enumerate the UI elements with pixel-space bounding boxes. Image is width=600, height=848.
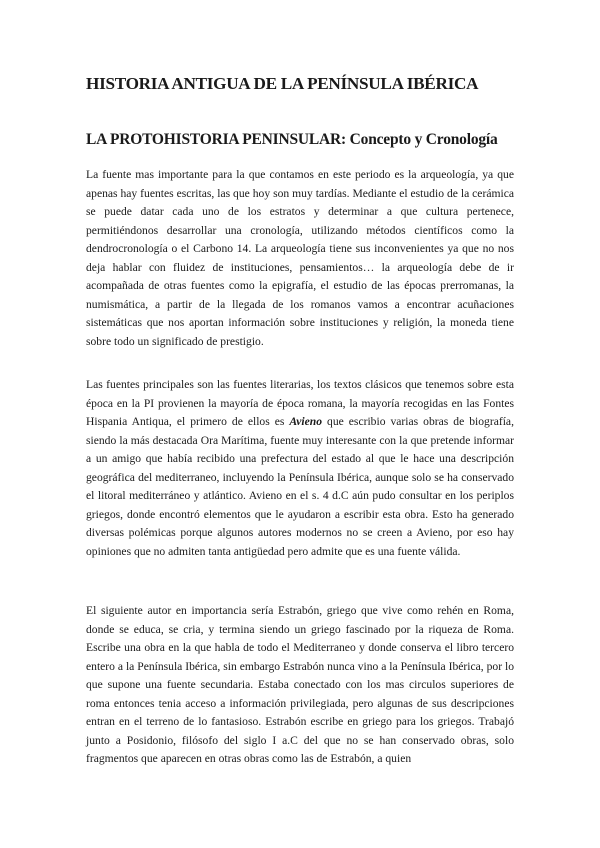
paragraph-text-after: que escribio varias obras de biografía, siendo la más destacada Ora Marítima, fuente muy interesante con la que pretende informar a un amigo que había recibido una prefectura del estado al que le hace una descripción geográfica del mediterraneo, incluyendo la Península Ibérica, aunque solo se ha conservado el litoral mediterráneo y atlántico. Avieno en el s. 4 d.C aún pudo consultar en los periplos griegos, donde encontró elementos que le ayudaron a escribir esta obra. Esto ha generado diversas polémicas porque algunos autores modernos no se creen a Avieno, por eso hay opiniones que no admiten tanta antigüedad pero admite que es una fuente válida. <box>86 415 514 558</box>
paragraph-literary-sources <box>86 376 514 561</box>
paragraph-text-before: Las fuentes principales son las fuentes literarias, los textos clásicos que tenemos sobre esta época en la PI provienen la mayoría de época romana, la mayoría recogidas en las Fontes Hispania Antiqua, el primero de ellos es <box>86 378 514 428</box>
author-name-avieno: Avieno <box>289 415 323 428</box>
section-heading: LA PROTOHISTORIA PENINSULAR: Concepto y Cronología <box>86 131 498 148</box>
paragraph-archaeology: La fuente mas importante para la que contamos en este periodo es la arqueología, ya que apenas hay fuentes escritas, las que hoy son muy tardías. Mediante el estudio de la cerámica se puede datar cada uno de los estratos y determinar a que cultura pertenece, permitiéndonos desarrollar una cronología, utilizando métodos científicos como la dendrocronología o el Carbono 14. La arqueología tiene sus inconvenientes ya que no nos deja hablar con fluidez de instituciones, pensamientos… la arqueología debe de ir acompañada de otras fuentes como la epigrafía, el estudio de las épocas prerromanas, la numismática, a partir de la llegada de los romanos vamos a encontrar acuñaciones sistemáticas que nos aportan información sobre instituciones y religión, la moneda tiene sobre todo un significado de prestigio. <box>86 168 514 348</box>
paragraph-estrabon: El siguiente autor en importancia sería Estrabón, griego que vive como rehén en Roma, donde se educa, se cria, y termina siendo un griego fascinado por la riqueza de Roma. Escribe una obra en la que habla de todo el Mediterraneo y donde conserva el libro tercero entero a la Península Ibérica, sin embargo Estrabón nunca vino a la Península Ibérica, por lo que supone una fuente secundaria. Estaba conectado con los mas circulos superiores de roma entonces tenia acceso a información privilegiada, pero algunas de sus descripciones entran en el terreno de lo fantasioso. Estrabón escribe en griego para los griegos. Trabajó junto a Posidonio, filósofo del siglo I a.C del que no se han conservado obras, solo fragmentos que aparecen en otras obras como las de Estrabón, a quien <box>86 604 514 765</box>
document-title: HISTORIA ANTIGUA DE LA PENÍNSULA IBÉRICA <box>86 74 479 93</box>
